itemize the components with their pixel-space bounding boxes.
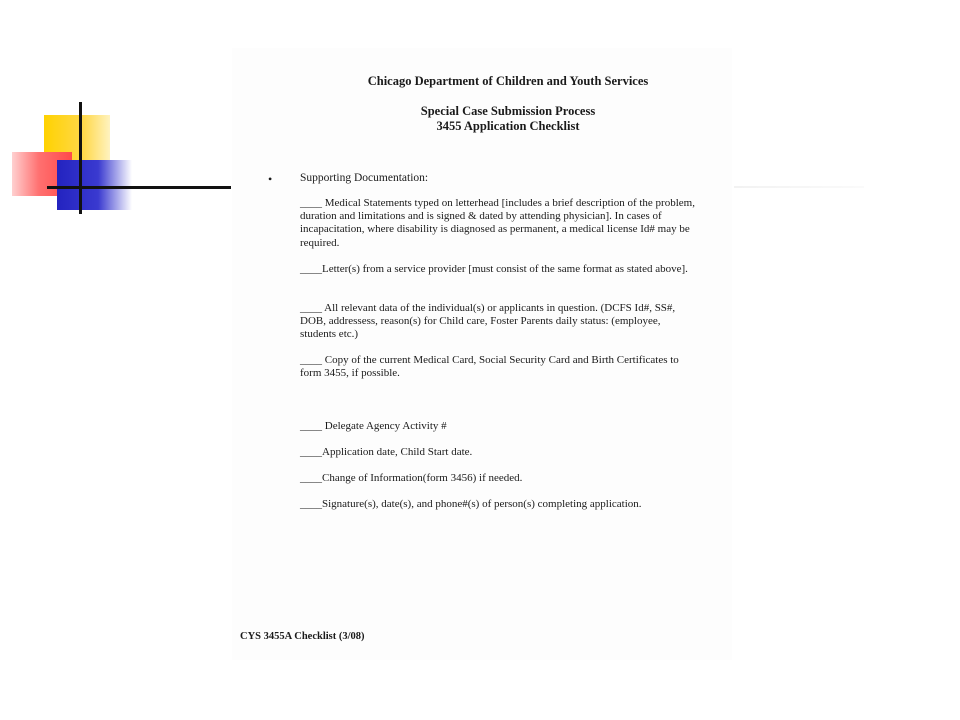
form-identifier: CYS 3455A Checklist (3/08)	[240, 631, 365, 642]
checklist-item-medical-statements: ____ Medical Statements typed on letterhead [includes a brief description of the problem, duration and limitations and is signed & dated by attending physician]. In cases of incapacitation, where disability is diagnosed as permanent, a medical license Id# may be required.	[300, 197, 695, 249]
document-subtitle: Special Case Submission Process	[420, 104, 596, 118]
checklist-item-relevant-data: ____ All relevant data of the individual(s) or applicants in question. (DCFS Id#, SS#, DOB, addressess, reason(s) for Child care, Foster Parents daily status: (employee, students etc.)	[300, 302, 676, 341]
scanned-checklist-document	[232, 48, 732, 660]
section-heading: Supporting Documentation:	[300, 172, 429, 184]
checklist-item-service-provider-letter: ____Letter(s) from a service provider [must consist of the same format as stated above].	[300, 263, 688, 275]
horizontal-rule-decoration	[47, 186, 231, 189]
checklist-item-delegate-agency: ____ Delegate Agency Activity #	[300, 420, 447, 432]
vertical-rule-decoration	[79, 102, 82, 214]
checklist-item-card-copies: ____ Copy of the current Medical Card, Social Security Card and Birth Certificates to form 3455, if possible.	[300, 354, 679, 380]
checklist-item-change-of-information: ____Change of Information(form 3456) if needed.	[300, 472, 523, 484]
checklist-title: 3455 Application Checklist	[436, 119, 580, 133]
document-title: Chicago Department of Children and Youth Services	[367, 74, 649, 88]
checklist-item-signatures: ____Signature(s), date(s), and phone#(s) of person(s) completing application.	[300, 498, 642, 510]
bullet-marker: •	[268, 172, 273, 186]
blue-square-decoration	[57, 160, 132, 210]
slide-ornament	[0, 0, 240, 230]
checklist-item-application-date: ____Application date, Child Start date.	[300, 446, 473, 458]
right-rule-decoration	[734, 186, 864, 188]
